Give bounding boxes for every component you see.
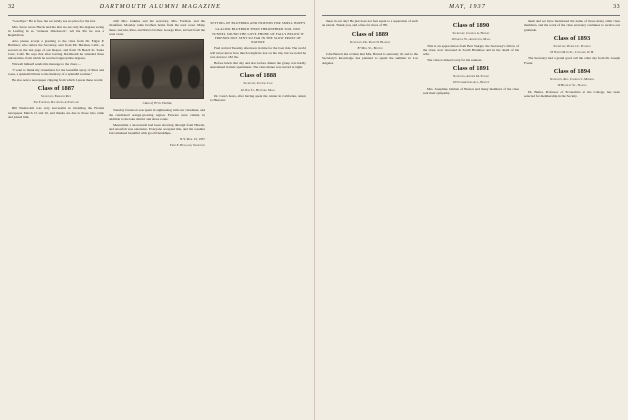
paragraph: Bill Wentworth was very successful in travelling the Florida newspaper March 15 and 16, and thanks are due to those who came and joined him. [8, 106, 104, 119]
paragraph: Dr. Cass's hosts, after having spent the winter in California, return to Hanover. [210, 93, 306, 103]
right-column-2 [423, 19, 519, 97]
header-rule [8, 15, 306, 16]
class-secretary: Secretary, Arthur M. Strong [452, 74, 490, 79]
paragraph: This is an appreciation from Bert Sturgis, the Secretary's fellow of the class, now deceased in South Braintree and in the death of his wife. [423, 43, 519, 57]
paragraph: Before lunch that day and also before dinner the group was hardly entertained in their apartments. The class dinner was served at night. [210, 60, 306, 70]
class-heading: Class of 1890 [452, 22, 490, 29]
paragraph: "I want to thank my classmates for the beautiful spray of lilies and roses, a splendid tribute to the memory of a splendid woman." [8, 67, 104, 76]
paragraph: "Goodbye." He is free, but we surely see no place for the fact. [12, 19, 97, 23]
class-address: 103 Commodore Ave., Boston [452, 80, 490, 85]
left-column-3 [210, 19, 306, 104]
left-column-2 [109, 19, 205, 150]
class-address: 33 North Main St., Concord, N. H. [549, 50, 595, 55]
telegram-text: SETTING OF BLUEBIRD AND FRIENDS FOR SMELL HOPPY [210, 21, 306, 25]
paragraph: Also please accept a greeting to the class from Dr. Edgar P. Hollister, who retires the Secretary, sent from Mr. Herman, Calif., as second on the last page of our Report, and from 76 Beach St. Santa Cruz, Calif. He says that after leaving Dartmouth he attended three universities, from which he received appropriate degrees. [8, 38, 104, 61]
class-secretary: Secretary, Harold C. Pearson [553, 43, 591, 48]
left-running-title: DARTMOUTH ALUMNI MAGAZINE [99, 4, 222, 10]
paragraph: Mrs. Josephine Gilman of Boston and many members of the class sent their sympathy. [423, 86, 519, 96]
class-secretary: Secretary, Charles A. Harvey [452, 31, 490, 35]
photo-caption: Class of '87 in Florida [142, 101, 172, 106]
paragraph: The class is indeed sorry for his sadness. [427, 57, 483, 62]
left-column-1 [8, 19, 104, 121]
class-address: 19 Buckley St., Nashua [557, 83, 587, 88]
paragraph: with Mrs. Jenkins and his secretary, Mrs. Forman, and the chauffeur. Monday came brothers home from the west coast. Many there, Gerwin, Rice, and Rice's brother, George Rice, arrived from the west coast. [109, 19, 205, 36]
telegram-text: GLACIER BLUEBIRD THAN THRONEBIRD TOO. DUE TUNNEL SOUND THE LOVE PHONE OF FALLS BELOW IT FRIENDS DUE SENT SO FAR IN THE SLOW PROSE OF NATURE [211, 27, 305, 45]
class-heading: Class of 1888 [239, 72, 277, 80]
paragraph: these in our day! He just does not feel equal to a separation of such an extent. Thank you, and a fine for more of '88. [322, 19, 418, 28]
class-photo [110, 39, 204, 99]
paragraph: Wiswall himself sends this message to the class:— [12, 61, 81, 66]
paragraph: The Secretary had a grand good call the other day from Dr. Joseph Foster. [524, 56, 620, 65]
class-secretary: Secretary, Rev. Charles C. Merrill [549, 77, 595, 82]
right-running-title: MAY, 1937 [449, 4, 487, 10]
left-page-header [8, 4, 306, 14]
left-page-number: 32 [8, 4, 15, 10]
paragraph: Fred arrived Tuesday afternoon in time for the boat ride. The world will never know how much weight he lost on the trip, but we noted he was down to 182 lbs. [210, 46, 306, 60]
class-address: The Fairfield, Rochester 4, Portland [33, 100, 79, 105]
right-page-header [322, 4, 620, 14]
class-heading: Class of 1894 [553, 68, 591, 76]
class-heading: Class of 1889 [351, 30, 389, 38]
class-secretary: Secretary, Dr. David N. Blakely [349, 39, 391, 44]
class-address: 19 Grove St., Arlington, Mass. [451, 37, 491, 42]
class-heading: Class of 1893 [553, 34, 591, 42]
paragraph: John Barrett has written that Mrs. Barrett is seriously ill, and to the Secretary's knowledge has planned to spend the summer in Los Angeles. [322, 52, 418, 65]
header-rule [322, 15, 620, 16]
right-page [314, 0, 628, 420]
class-address: 87 Mill St., Boston [357, 45, 383, 50]
paragraph: Mrs. Snow wrote Harris and me that we are only the degrees swing in Leafing in as "arduous Discussors". All his life he was a Republican. [8, 24, 104, 38]
class-heading: Class of 1887 [37, 84, 75, 92]
class-secretary: Secretary, Emerson Rice [40, 93, 72, 98]
paragraph: Tuesday forenoon was spent in sightseeing with our classmate, and the celebrated orange-growing region. Flowers were visited, in addition to the lake district and shore roads. [109, 108, 205, 122]
class-heading: Class of 1891 [452, 65, 490, 73]
right-column-1 [322, 19, 418, 66]
right-page-number: 33 [613, 4, 620, 10]
paragraph: He also sent a newspaper clipping from which I quote these words: [12, 77, 104, 82]
paragraph: Meanwhile a snowstorm had been showing through from Hawaii, and snowfall was extensive. Everyone accepted this, and the weather fair remained beautiful with good friendships. [109, 122, 205, 136]
class-address: 22 Oak St., Holyoke, Mass. [240, 87, 276, 92]
right-column-3 [524, 19, 620, 100]
signature: Fred E. Howland, Secretary [170, 143, 205, 148]
paragraph: mem and we have mentioned the name of those many other class members, and the work of the class secretary continues to receive our gratitude. [524, 19, 620, 32]
dateline: N.Y. Mar. 15, 1937 [180, 137, 205, 142]
class-secretary: Secretary, Eugene Cass [243, 81, 273, 86]
paragraph: Dr. Butler, Professor of Economics at the College, has been selected for membership in the Society. [524, 89, 620, 98]
